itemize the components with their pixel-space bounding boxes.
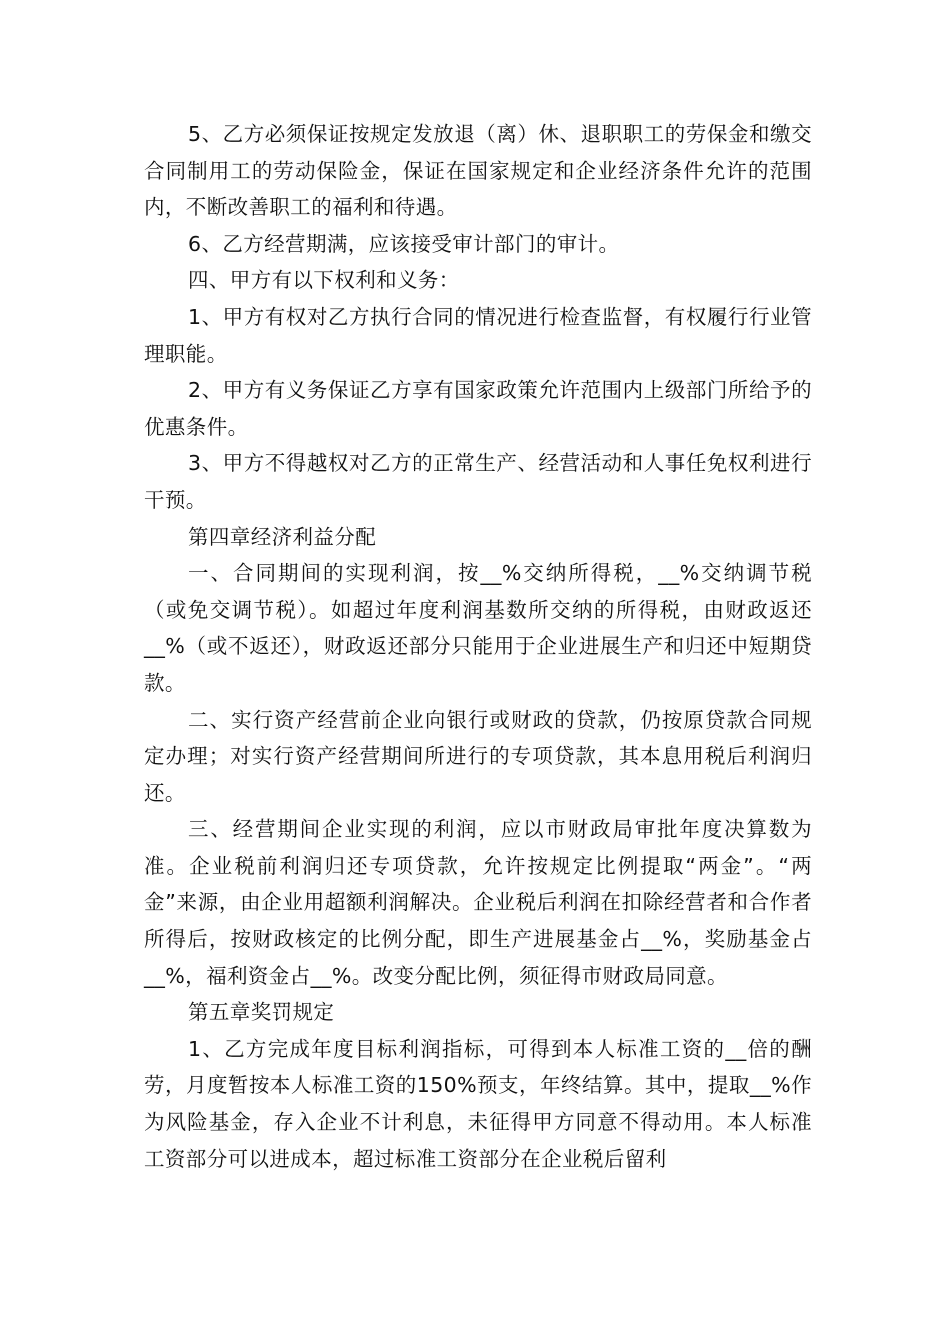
paragraph: 5、乙方必须保证按规定发放退（离）休、退职职工的劳保金和缴交合同制用工的劳动保险金，保证在国家规定和企业经济条件允许的范围内，不断改善职工的福利和待遇。: [144, 122, 812, 220]
paragraph: 二、实行资产经营前企业向银行或财政的贷款，仍按原贷款合同规定办理；对实行资产经营期间所进行的专项贷款，其本息用税后利润归还。: [144, 707, 812, 805]
paragraph: 1、甲方有权对乙方执行合同的情况进行检查监督，有权履行行业管理职能。: [144, 304, 812, 366]
paragraph: 1、乙方完成年度目标利润指标，可得到本人标准工资的__倍的酬劳，月度暂按本人标准工资的150%预支，年终结算。其中，提取__%作为风险基金，存入企业不计利息，未征得甲方同意不得动用。本人标准工资部分可以进成本，超过标准工资部分在企业税后留利: [144, 1036, 812, 1171]
paragraph: 6、乙方经营期满，应该接受审计部门的审计。: [188, 231, 620, 256]
paragraph: 2、甲方有义务保证乙方享有国家政策允许范围内上级部门所给予的优惠条件。: [144, 378, 812, 439]
paragraph: 一、合同期间的实现利润，按__%交纳所得税，__%交纳调节税（或免交调节税）。如超过年度利润基数所交纳的所得税，由财政返还__%（或不返还），财政返还部分只能用于企业进展生产和归还中短期贷款。: [144, 561, 812, 695]
chapter-heading: 第四章经济利益分配: [188, 524, 377, 549]
chapter-heading: 第五章奖罚规定: [188, 1000, 335, 1025]
section-heading: 四、甲方有以下权利和义务：: [188, 268, 460, 293]
paragraph: 3、甲方不得越权对乙方的正常生产、经营活动和人事任免权利进行干预。: [144, 451, 812, 512]
paragraph: 三、经营期间企业实现的利润，应以市财政局审批年度决算数为准。企业税前利润归还专项贷款，允许按规定比例提取“两金”。“两金”来源，由企业用超额利润解决。企业税后利润在扣除经营者和合作者所得后，按财政核定的比例分配，即生产进展基金占__%，奖励基金占__%，福利资金占__%。改变分配比例，须征得市财政局同意。: [144, 817, 812, 988]
document-body: [144, 116, 812, 1177]
